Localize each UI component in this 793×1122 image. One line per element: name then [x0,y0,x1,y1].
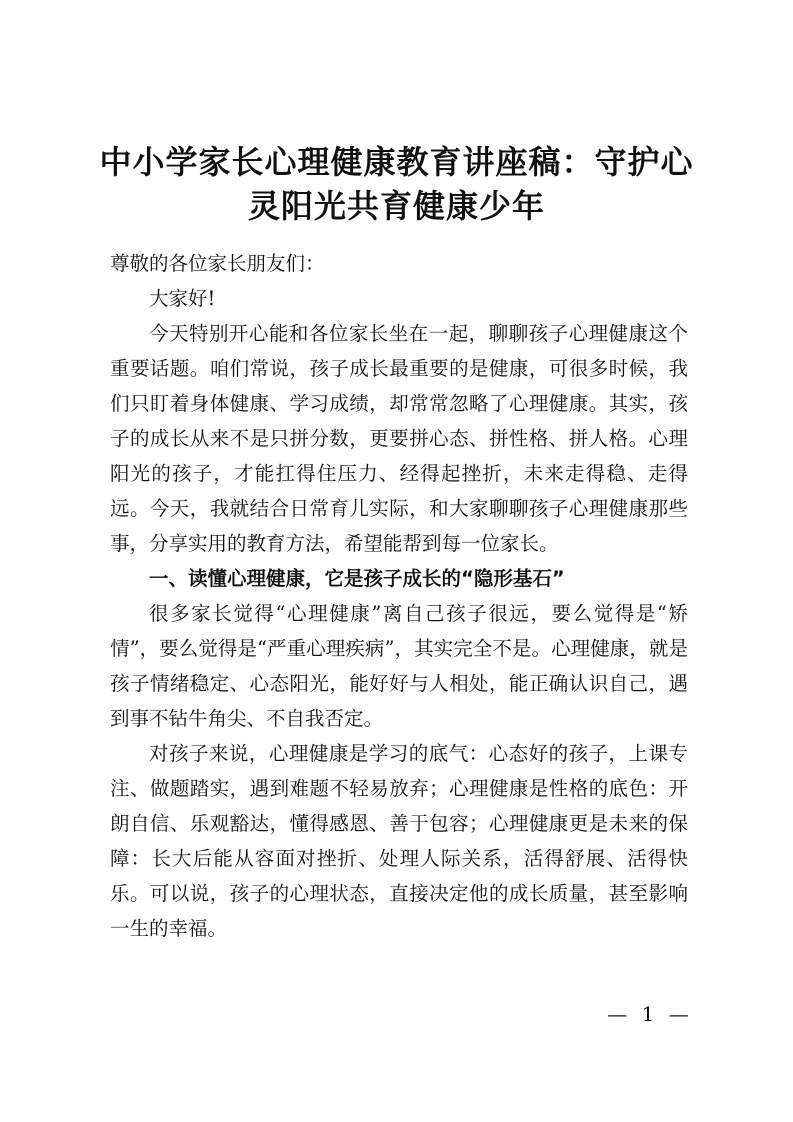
section-1-paragraph-1: 很多家长觉得“心理健康”离自己孩子很远，要么觉得是“矫情”，要么觉得是“严重心理疾病”，其实完全不是。心理健康，就是孩子情绪稳定、心态阳光，能好好与人相处，能正确认识自己，遇到事不钻牛角尖、不自我否定。 [110,602,688,730]
page-title-line-1: 中小学家长心理健康教育讲座稿：守护心 [99,143,694,181]
document-body [110,246,688,946]
greeting: 大家好! [149,287,216,310]
section-heading-1: 一、读懂心理健康，它是孩子成长的“隐形基石” [149,567,565,590]
page-number: — 1 — [607,1002,693,1026]
intro-paragraph: 今天特别开心能和各位家长坐在一起，聊聊孩子心理健康这个重要话题。咱们常说，孩子成长最重要的是健康，可很多时候，我们只盯着身体健康、学习成绩，却常常忽略了心理健康。其实，孩子的成长从来不是只拼分数，更要拼心态、拼性格、拼人格。心理阳光的孩子，才能扛得住压力、经得起挫折，未来走得稳、走得远。今天，我就结合日常育儿实际，和大家聊聊孩子心理健康那些事，分享实用的教育方法，希望能帮到每一位家长。 [110,322,688,555]
page-title [96,140,697,228]
section-1-paragraph-2: 对孩子来说，心理健康是学习的底气：心态好的孩子，上课专注、做题踏实，遇到难题不轻易放弃；心理健康是性格的底色：开朗自信、乐观豁达，懂得感恩、善于包容；心理健康更是未来的保障：长大后能从容面对挫折、处理人际关系，活得舒展、活得快乐。可以说，孩子的心理状态，直接决定他的成长质量，甚至影响一生的幸福。 [110,742,688,940]
page-title-line-2: 灵阳光共育健康少年 [247,187,545,225]
salutation: 尊敬的各位家长朋友们： [110,252,325,275]
